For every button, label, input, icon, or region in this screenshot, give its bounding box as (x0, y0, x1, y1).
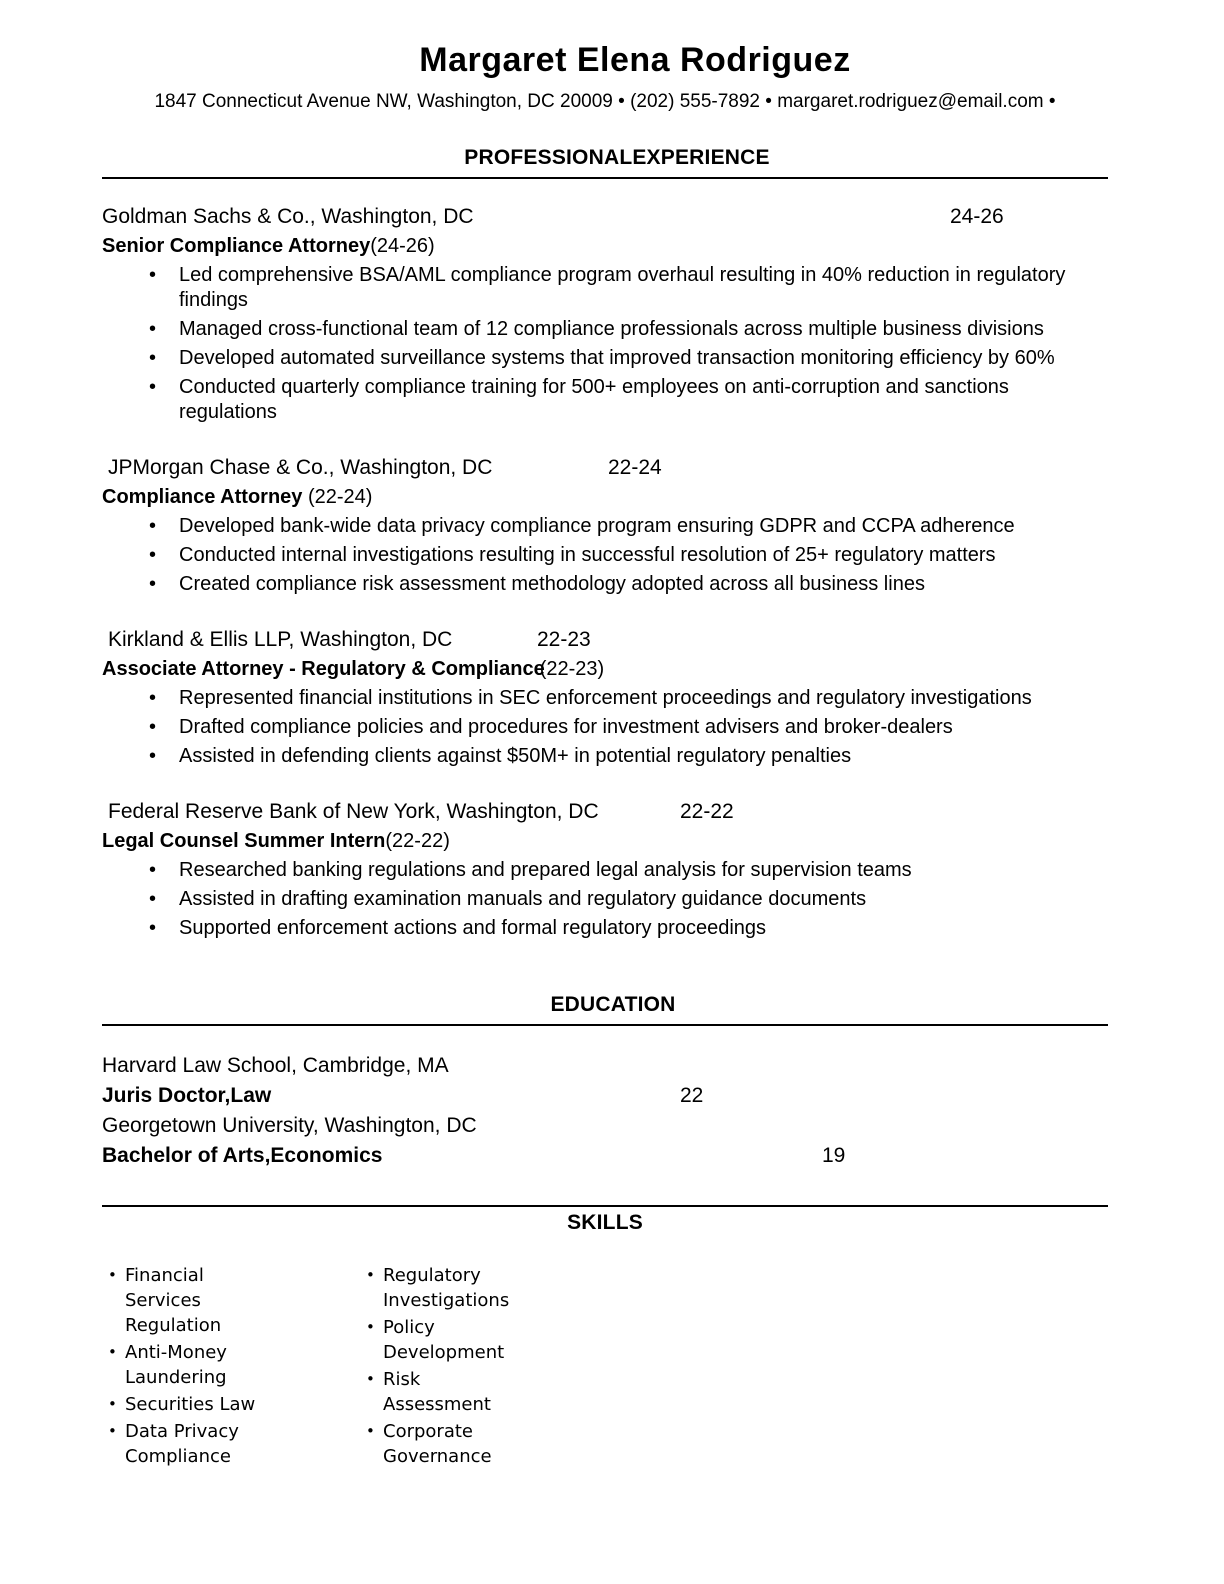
section-title-experience: PROFESSIONALEXPERIENCE (464, 146, 770, 170)
school-name: Georgetown University, Washington, DC (102, 1114, 477, 1138)
job-title-date: (22-23) (539, 658, 605, 681)
experience-bullet: • Led comprehensive BSA/AML compliance program overhaul resulting in 40% reduction in regulatory findings (102, 263, 1108, 313)
skills-column (365, 1263, 565, 1471)
job-title: Senior Compliance Attorney (102, 235, 371, 258)
degree-name: Juris Doctor,Law (102, 1084, 272, 1108)
education-entry (102, 1051, 1108, 1111)
job-title-date: (22-22) (385, 830, 450, 853)
section-rule (102, 1205, 1108, 1207)
graduation-year: 22 (680, 1084, 704, 1108)
company-name: Goldman Sachs & Co., Washington, DC (102, 205, 474, 229)
experience-entry (102, 204, 1108, 425)
job-title: Associate Attorney - Regulatory & Compliance (102, 658, 545, 681)
section-rule (102, 177, 1108, 179)
degree-line (102, 1141, 1108, 1171)
bullet-list (102, 263, 1108, 425)
experience-bullet: • Managed cross-functional team of 12 compliance professionals across multiple business divisions (102, 317, 1108, 342)
degree-name: Bachelor of Arts,Economics (102, 1144, 383, 1168)
skill-item: • Anti-Money Laundering (107, 1340, 285, 1390)
section-education (102, 993, 1108, 1171)
skills-columns (102, 1263, 1108, 1471)
experience-bullet: • Developed automated surveillance systems that improved transaction monitoring efficiency by 60% (102, 346, 1108, 371)
date-range: 22-23 (537, 628, 591, 652)
skill-item: • Financial Services Regulation (107, 1263, 285, 1338)
experience-entry (102, 627, 1108, 769)
skill-item: • Corporate Governance (365, 1419, 513, 1469)
person-name: Margaret Elena Rodriguez (419, 41, 851, 79)
bullet-list (102, 858, 1108, 941)
graduation-year: 19 (822, 1144, 846, 1168)
section-experience (102, 146, 1108, 941)
company-name: Federal Reserve Bank of New York, Washington, DC (108, 800, 599, 824)
company-line (102, 204, 1108, 229)
skill-item: • Risk Assessment (365, 1367, 513, 1417)
job-title-line (102, 657, 1108, 681)
experience-bullet: • Assisted in defending clients against $50M+ in potential regulatory penalties (102, 744, 1108, 769)
company-line (102, 799, 1108, 824)
experience-bullet: • Drafted compliance policies and procedures for investment advisers and broker-dealers (102, 715, 1108, 740)
skill-item: • Policy Development (365, 1315, 513, 1365)
experience-entries (102, 204, 1108, 941)
experience-bullet: • Represented financial institutions in SEC enforcement proceedings and regulatory investigations (102, 686, 1108, 711)
experience-bullet: • Conducted internal investigations resulting in successful resolution of 25+ regulatory matters (102, 543, 1108, 568)
date-range: 22-24 (608, 456, 662, 480)
experience-bullet: • Conducted quarterly compliance training for 500+ employees on anti-corruption and sanctions regulations (102, 375, 1108, 425)
education-entries (102, 1051, 1108, 1171)
section-title-skills: SKILLS (567, 1211, 643, 1235)
job-title-line (102, 234, 1108, 258)
school-name: Harvard Law School, Cambridge, MA (102, 1054, 449, 1078)
job-title-line (102, 829, 1108, 853)
skill-item: • Data Privacy Compliance (107, 1419, 285, 1469)
job-title: Compliance Attorney (102, 486, 303, 509)
company-name: Kirkland & Ellis LLP, Washington, DC (108, 628, 453, 652)
contact-line: 1847 Connecticut Avenue NW, Washington, DC 20009 • (202) 555-7892 • margaret.rodriguez@email.com • (154, 91, 1056, 113)
company-line (102, 627, 1108, 652)
experience-entry (102, 799, 1108, 941)
bullet-list (102, 514, 1108, 597)
company-name: JPMorgan Chase & Co., Washington, DC (108, 456, 493, 480)
section-title-education: EDUCATION (550, 993, 676, 1017)
experience-bullet: • Created compliance risk assessment methodology adopted across all business lines (102, 572, 1108, 597)
job-title-line (102, 485, 1108, 509)
experience-bullet: • Supported enforcement actions and formal regulatory proceedings (102, 916, 1108, 941)
skills-column (107, 1263, 365, 1471)
date-range: 24-26 (950, 205, 1004, 229)
experience-bullet: • Researched banking regulations and prepared legal analysis for supervision teams (102, 858, 1108, 883)
company-line (102, 455, 1108, 480)
job-title-date: (22-24) (302, 486, 373, 509)
job-title-date: (24-26) (370, 235, 435, 258)
section-skills (102, 1205, 1108, 1471)
education-entry (102, 1111, 1108, 1171)
skill-item: • Regulatory Investigations (365, 1263, 513, 1313)
skill-item: • Securities Law (107, 1392, 285, 1417)
degree-line (102, 1081, 1108, 1111)
experience-bullet: • Developed bank-wide data privacy compliance program ensuring GDPR and CCPA adherence (102, 514, 1108, 539)
date-range: 22-22 (680, 800, 734, 824)
job-title: Legal Counsel Summer Intern (102, 830, 386, 853)
experience-bullet: • Assisted in drafting examination manuals and regulatory guidance documents (102, 887, 1108, 912)
experience-entry (102, 455, 1108, 597)
section-rule (102, 1024, 1108, 1026)
bullet-list (102, 686, 1108, 769)
